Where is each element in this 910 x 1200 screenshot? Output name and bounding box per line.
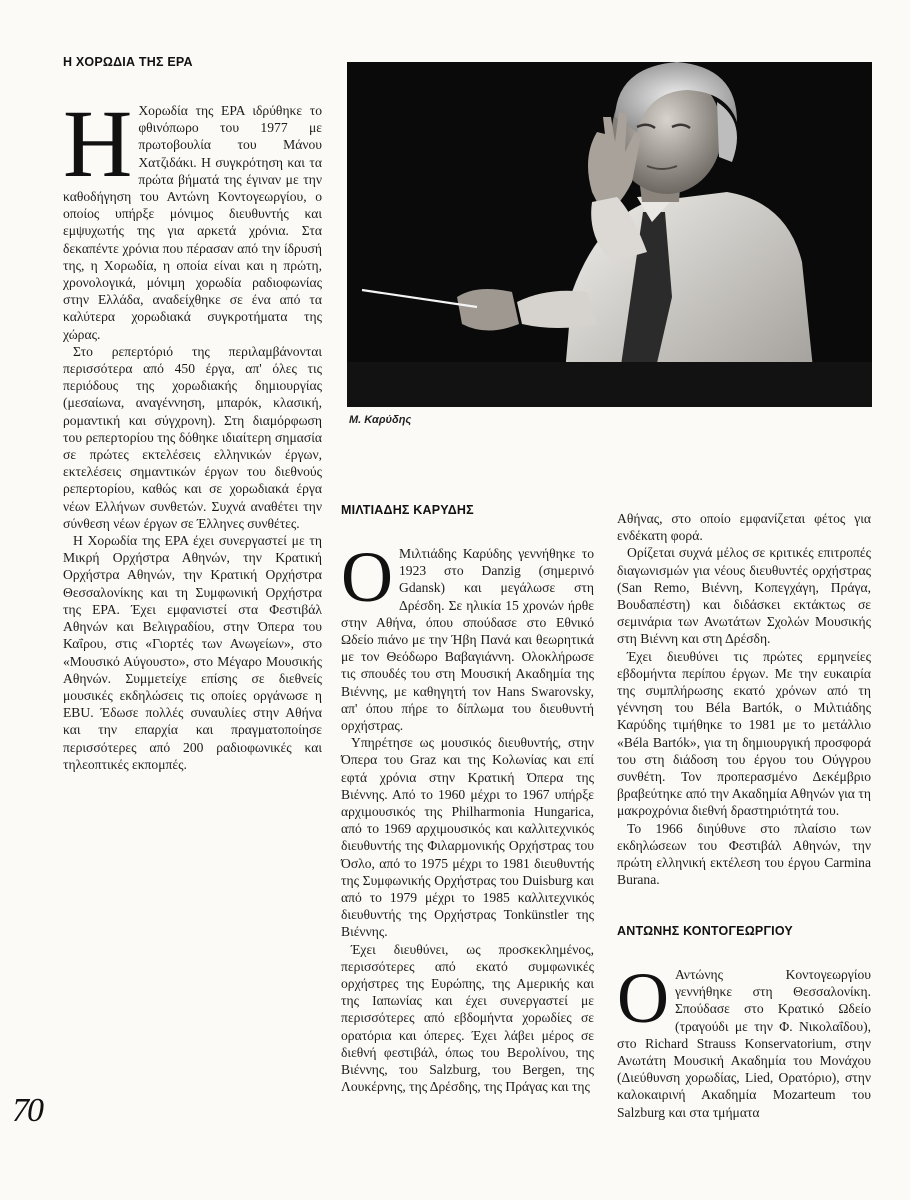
choir-paragraph-1: Η Χορωδία της ΕΡΑ ιδρύθηκε το φθινόπωρο του 1977 με πρωτοβουλία του Μάνου Χατζιδάκι. Η συγκρότηση και τα πρώτα βήματά της έγιναν με την καθοδήγηση του Αντώνη Κοντογεωργίου, ο οποίος υπήρξε μόνιμος διευθυντής και εμψυχωτής της για αρκετά χρόνια. Στα δεκαπέντε χρόνια που πέρασαν από την ίδρυσή της, η Χορωδία, η οποία είναι και η πρώτη, χρονολογικά, μόνιμη χορωδία ραδιοφωνίας στην Ελλάδα, αναδείχθηκε σε ένα από τα καλύτερα χορωδιακά συγκροτήματα της χώρας.	[63, 90, 322, 342]
karydis-paragraph-7: Το 1966 διηύθυνε στο πλαίσιο των εκδηλώσεων του Φεστιβάλ Αθηνών, την πρώτη ελληνική εκτέλεση του έργου Carmina Burana.	[617, 820, 871, 888]
section-heading-choir: Η ΧΟΡΩΔΙΑ ΤΗΣ ΕΡΑ	[63, 55, 193, 69]
karydis-paragraph-2: Υπηρέτησε ως μουσικός διευθυντής, στην Όπερα του Graz και της Κολωνίας και επί εφτά χρόνια στην Κρατική Όπερα της Βιέννης. Από το 1960 μέχρι το 1967 υπήρξε αρχιμουσικός της Philharmonia Hungarica, από το 1969 αρχιμουσικός και καλλιτεχνικός διευθυντής της Φιλαρμονικής Ορχήστρας του Όσλο, από το 1975 μέχρι το 1981 διευθυντής της Συμφωνικής Ορχήστρας του Duisburg και από το 1979 μέχρι το 1985 καλλιτεχνικός διευθυντής της Ορχήστρας Tonkünstler της Βιέννης.	[341, 735, 594, 940]
kontogeorgiou-column	[617, 958, 871, 1121]
karydis-paragraph-4: Αθήνας, στο οποίο εμφανίζεται φέτος για ενδέκατη φορά.	[617, 511, 871, 544]
choir-paragraph-3: Η Χορωδία της ΕΡΑ έχει συνεργαστεί με τη Μικρή Ορχήστρα Αθηνών, την Κρατική Ορχήστρα Αθηνών, την Κρατική Ορχήστρα Θεσσαλονίκης και τη Συμφωνική Ορχήστρα της ΕΡΑ. Έχει εμφανιστεί στα Φεστιβάλ Αθηνών και Βελιγραδίου, στην Όπερα του Καΐρου, στις «Γιορτές των Ανωγείων», στο «Μουσικό Αύγουστο», στο Μέγαρο Μουσικής Αθηνών. Συμμετείχε επίσης σε διεθνείς μουσικές εκδηλώσεις τις οποίες οργάνωσε η EBU. Έδωσε πολλές συναυλίες στην Αθήνα και την επαρχία και πραγματοποίησε περισσότερες από 200 ραδιοφωνικές και τηλεοπτικές εκπομπές.	[63, 533, 322, 772]
karydis-paragraph-1: Ο Μιλτιάδης Καρύδης γεννήθηκε το 1923 στο Danzig (σημερινό Gdansk) και μεγάλωσε στη Δρέσδη. Σε ηλικία 15 χρονών ήρθε στην Αθήνα, όπου σπούδασε στο Εθνικό Ωδείο πιάνο με την Ήβη Πανά και θεωρητικά με τον Θεόδωρο Βαβαγιάννη. Ολοκλήρωσε τις σπουδές του στη Μουσική Ακαδημία της Βιέννης, με καθηγητή τον Hans Swarovsky, απ' όπου πήρε το δίπλωμα του διευθυντή ορχήστρας.	[341, 537, 594, 734]
conductor-photo	[347, 62, 872, 407]
choir-paragraph-2: Στο ρεπερτόριό της περιλαμβάνονται περισσότερα από 450 έργα, απ' όλες τις περιόδους της χορωδιακής δημιουργίας (μεσαίωνα, αναγέννηση, μπαρόκ, κλασική, ρομαντική και σύγχρονη). Στη διαμόρφωση του ρεπερτορίου της δόθηκε ιδιαίτερη σημασία σε πρώτες εκτελέσεις ελληνικών έργων, εκτελέσεις σημαντικών έργων του διεθνούς ρεπερτορίου, καθώς και σε χορωδιακά έργα νέων Ελλήνων συνθετών. Συχνά αναθέτει την σύνθεση νέων έργων σε Έλληνες συνθέτες.	[63, 343, 322, 531]
dropcap-eta: Η	[63, 90, 133, 197]
photo-caption: Μ. Καρύδης	[349, 414, 412, 426]
dropcap-omicron-kontogeorgiou: Ο	[617, 958, 669, 1038]
section-heading-karydis: ΜΙΛΤΙΑΔΗΣ ΚΑΡΥΔΗΣ	[341, 503, 474, 517]
karydis-column-b	[617, 510, 871, 888]
karydis-paragraph-5: Ορίζεται συχνά μέλος σε κριτικές επιτροπές διαγωνισμών για νέους διευθυντές ορχήστρας (San Remo, Βιέννη, Κοπεγχάγη, Πράγα, Βουδαπέστη) και διδάσκει εκτάκτως σε σεμινάρια των Ανωτάτων Σχολών Μουσικής στη Βιέννη και στη Δρέσδη.	[617, 545, 871, 647]
karydis-column-a	[341, 537, 594, 1096]
choir-article-column	[63, 90, 322, 773]
conductor-illustration	[347, 62, 872, 407]
dropcap-omicron-karydis: Ο	[341, 537, 393, 617]
karydis-paragraph-6: Έχει διευθύνει τις πρώτες ερμηνείες εβδομήντα περίπου έργων. Με την ευκαιρία της συμπλήρωσης εκατό χρόνων από τη γέννηση του Béla Bartók, ο Μιλτιάδης Καρύδης τιμήθηκε το 1981 με το μετάλλιο «Béla Bartók», για τη δημιουργική προσφορά του στη διάδοση του έργου του Ούγγρου συνθέτη. Τον προπερασμένο Δεκέμβριο βραβεύτηκε από την Ακαδημία Αθηνών για τη μακροχρόνια διεθνή δραστηριότητά του.	[617, 648, 871, 819]
page-number: 70	[12, 1092, 42, 1129]
karydis-paragraph-3: Έχει διευθύνει, ως προσκεκλημένος, περισσότερες από εκατό συμφωνικές ορχήστρες της Ευρώπης, της Αμερικής και της Ιαπωνίας και έχει συνεργαστεί με περισσότερες από εβδομήντα χορωδίες σε ορατόρια και όπερες. Έχει λάβει μέρος σε διεθνή φεστιβάλ, όπως του Βερολίνου, της Βιέννης, του Salzburg, του Bergen, της Λουκέρνης, της Δρέσδης, της Πράγας και της	[341, 941, 594, 1095]
section-heading-kontogeorgiou: ΑΝΤΩΝΗΣ ΚΟΝΤΟΓΕΩΡΓΙΟΥ	[617, 924, 793, 938]
kontogeorgiou-paragraph-1: Ο Αντώνης Κοντογεωργίου γεννήθηκε στη Θεσσαλονίκη. Σπούδασε στο Κρατικό Ωδείο (τραγούδι με την Φ. Νικολαΐδου), στο Richard Strauss Konservatorium, στην Ανωτάτη Μουσική Ακαδημία του Μονάχου (Διεύθυνση χορωδίας, Lied, Ορατόριο), στην καλοκαιρινή Ακαδημία Mozarteum του Salzburg και στα τμήματα	[617, 958, 871, 1120]
